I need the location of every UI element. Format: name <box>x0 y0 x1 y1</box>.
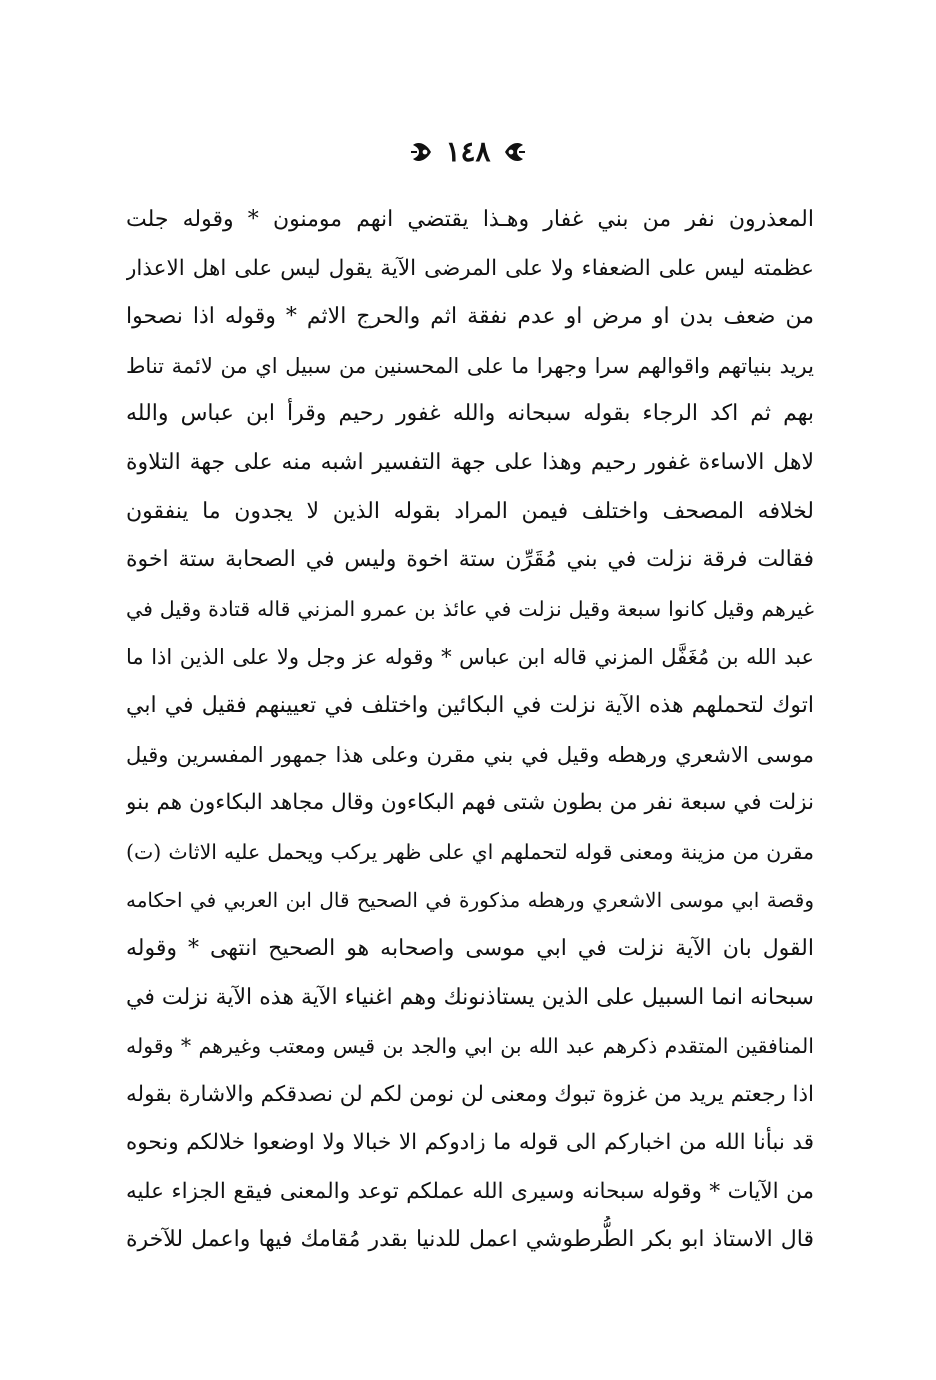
text-line: غيرهم وقيل كانوا سبعة وقيل نزلت في عائذ بن عمرو المزني قاله قتادة وقيل في <box>126 596 814 621</box>
text-line: مقرن من مزينة ومعنى قوله لتحملهم اي على ظهر يركب ويحمل عليه الاثاث (ت) <box>126 839 814 864</box>
page-header <box>0 128 936 176</box>
text-line: بهم ثم اكد الرجاء بقوله سبحانه والله غفور رحيم وقرأ ابن عباس والله <box>126 401 814 427</box>
text-line: اتوك لتحملهم هذه الآية نزلت في البكائين واختلف في تعيينهم فقيل في ابي <box>126 692 814 718</box>
text-line: سبحانه انما السبيل على الذين يستاذنونك وهم اغنياء الآية هذه الآية نزلت في <box>126 984 814 1010</box>
body-text <box>126 196 814 1265</box>
text-line: يريد بنياتهم واقوالهم سرا وجهرا ما على المحسنين من سبيل اي من لائمة تناط <box>126 353 814 378</box>
text-line: وقصة ابي موسى الاشعري ورهطه مذكورة في الصحيح قال ابن العربي في احكامه <box>126 888 814 913</box>
text-line: قال الاستاذ ابو بكر الطُّرطوشي اعمل للدنيا بقدر مُقامك فيها واعمل للآخرة <box>126 1227 814 1253</box>
text-line: لخلافه المصحف واختلف فيمن المراد بقوله الذين لا يجدون ما ينفقون <box>126 498 814 524</box>
text-line: عبد الله بن مُغَفَّل المزني قاله ابن عباس * وقوله عز وجل ولا على الذين اذا ما <box>126 645 814 670</box>
text-line: موسى الاشعري ورهطه وقيل في بني مقرن وعلى هذا جمهور المفسرين وقيل <box>126 742 814 767</box>
text-line: من ضعف بدن او مرض او عدم نفقة اثم والحرج الاثم * وقوله اذا نصحوا <box>126 304 814 330</box>
text-line: المنافقين المتقدم ذكرهم عبد الله بن ابي والجد بن قيس ومعتب وغيرهم * وقوله <box>126 1034 814 1059</box>
text-line: فقالت فرقة نزلت في بني مُقَرِّن ستة اخوة وليس في الصحابة ستة اخوة <box>126 547 814 573</box>
text-line: من الآيات * وقوله سبحانه وسيرى الله عملكم توعد والمعنى فيقع الجزاء عليه <box>126 1178 814 1204</box>
text-line: نزلت في سبعة نفر من بطون شتى فهم البكاءون وقال مجاهد البكاءون هم بنو <box>126 790 814 816</box>
ornament-icon <box>409 137 435 167</box>
text-line: لاهل الاساءة غفور رحيم وهذا على جهة التفسير اشبه منه على جهة التلاوة <box>126 449 814 475</box>
text-line: القول بان الآية نزلت في ابي موسى واصحابه هو الصحيح انتهى * وقوله <box>126 935 814 961</box>
ornament-icon <box>501 137 527 167</box>
text-line: المعذرون نفر من بني غفار وهـذا يقتضي انهم مومنون * وقوله جلت <box>126 207 814 232</box>
text-line: عظمته ليس على الضعفاء ولا على المرضى الآية يقول ليس على اهل الاعذار <box>126 255 814 281</box>
text-line: قد نبأنا الله من اخباركم الى قوله ما زادوكم الا خبالا ولا اوضعوا خلالكم ونحوه <box>126 1130 814 1156</box>
text-line: اذا رجعتم يريد من غزوة تبوك ومعنى لن نومن لكم لن نصدقكم والاشارة بقوله <box>126 1081 814 1107</box>
page-number: ١٤٨ <box>445 135 491 168</box>
